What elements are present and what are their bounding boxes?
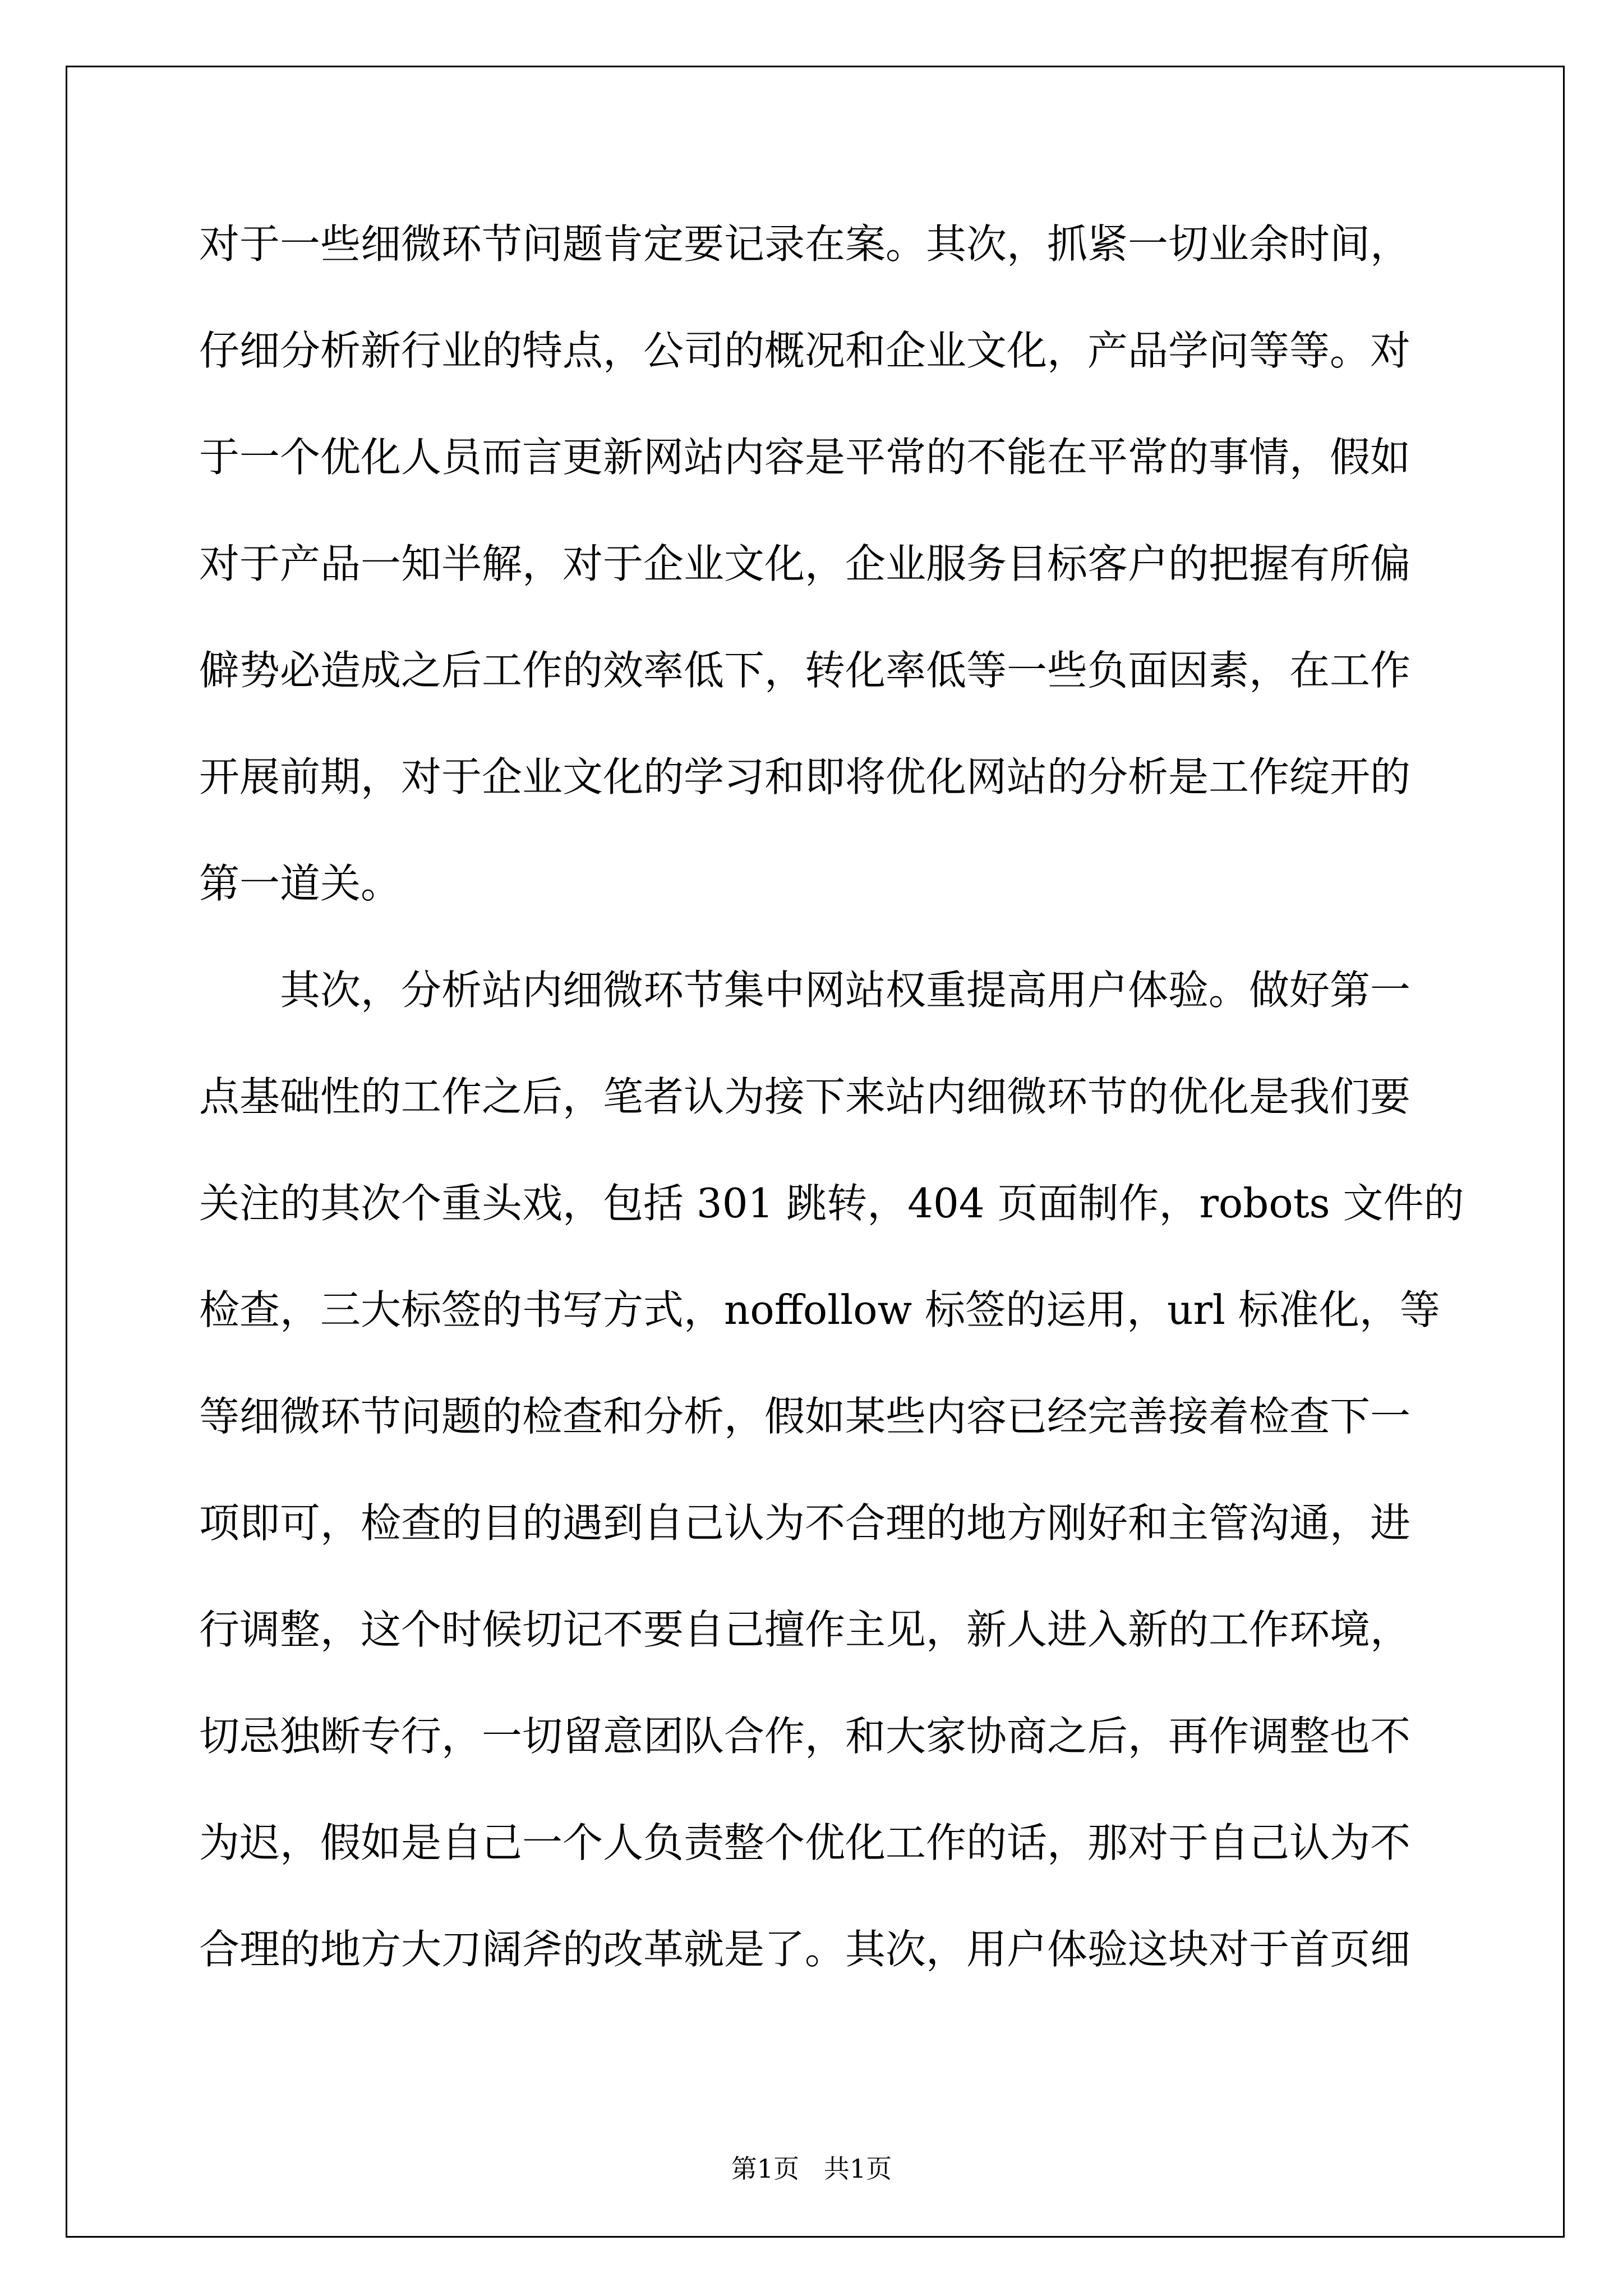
text-line: 关注的其次个重头戏，包括 301 跳转，404 页面制作，robots 文件的 (199, 1180, 1464, 1227)
document-body (199, 191, 1464, 2003)
text-line: 切忌独断专行，一切留意团队合作，和大家协商之后，再作调整也不 (199, 1713, 1411, 1760)
text-line: 第一道关。 (199, 860, 402, 907)
text-line: 开展前期，对于企业文化的学习和即将优化网站的分析是工作绽开的 (199, 753, 1411, 800)
text-line: 等细微环节问题的检查和分析，假如某些内容已经完善接着检查下一 (199, 1393, 1411, 1440)
text-line: 项即可，检查的目的遇到自己认为不合理的地方刚好和主管沟通，进 (199, 1499, 1411, 1547)
page-footer (0, 2148, 1623, 2185)
text-line: 对于一些细微环节问题肯定要记录在案。其次，抓紧一切业余时间， (199, 220, 1411, 268)
text-line: 仔细分析新行业的特点，公司的概况和企业文化，产品学问等等。对 (199, 327, 1411, 374)
text-line: 行调整，这个时候切记不要自己擅作主见，新人进入新的工作环境， (199, 1606, 1411, 1653)
text-line: 点基础性的工作之后，笔者认为接下来站内细微环节的优化是我们要 (199, 1073, 1411, 1120)
text-line: 对于产品一知半解，对于企业文化，企业服务目标客户的把握有所偏 (199, 540, 1411, 587)
text-line: 其次，分析站内细微环节集中网站权重提高用户体验。做好第一 (199, 967, 1411, 1014)
text-line: 合理的地方大刀阔斧的改革就是了。其次，用户体验这块对于首页细 (199, 1926, 1411, 1973)
text-line: 为迟，假如是自己一个人负责整个优化工作的话，那对于自己认为不 (199, 1819, 1411, 1866)
text-line: 于一个优化人员而言更新网站内容是平常的不能在平常的事情，假如 (199, 434, 1411, 481)
page-number: 第1页 共1页 (731, 2154, 892, 2184)
text-line: 检查，三大标签的书写方式，noffollow 标签的运用，url 标准化，等 (199, 1286, 1440, 1333)
text-line: 僻势必造成之后工作的效率低下，转化率低等一些负面因素，在工作 (199, 647, 1411, 694)
